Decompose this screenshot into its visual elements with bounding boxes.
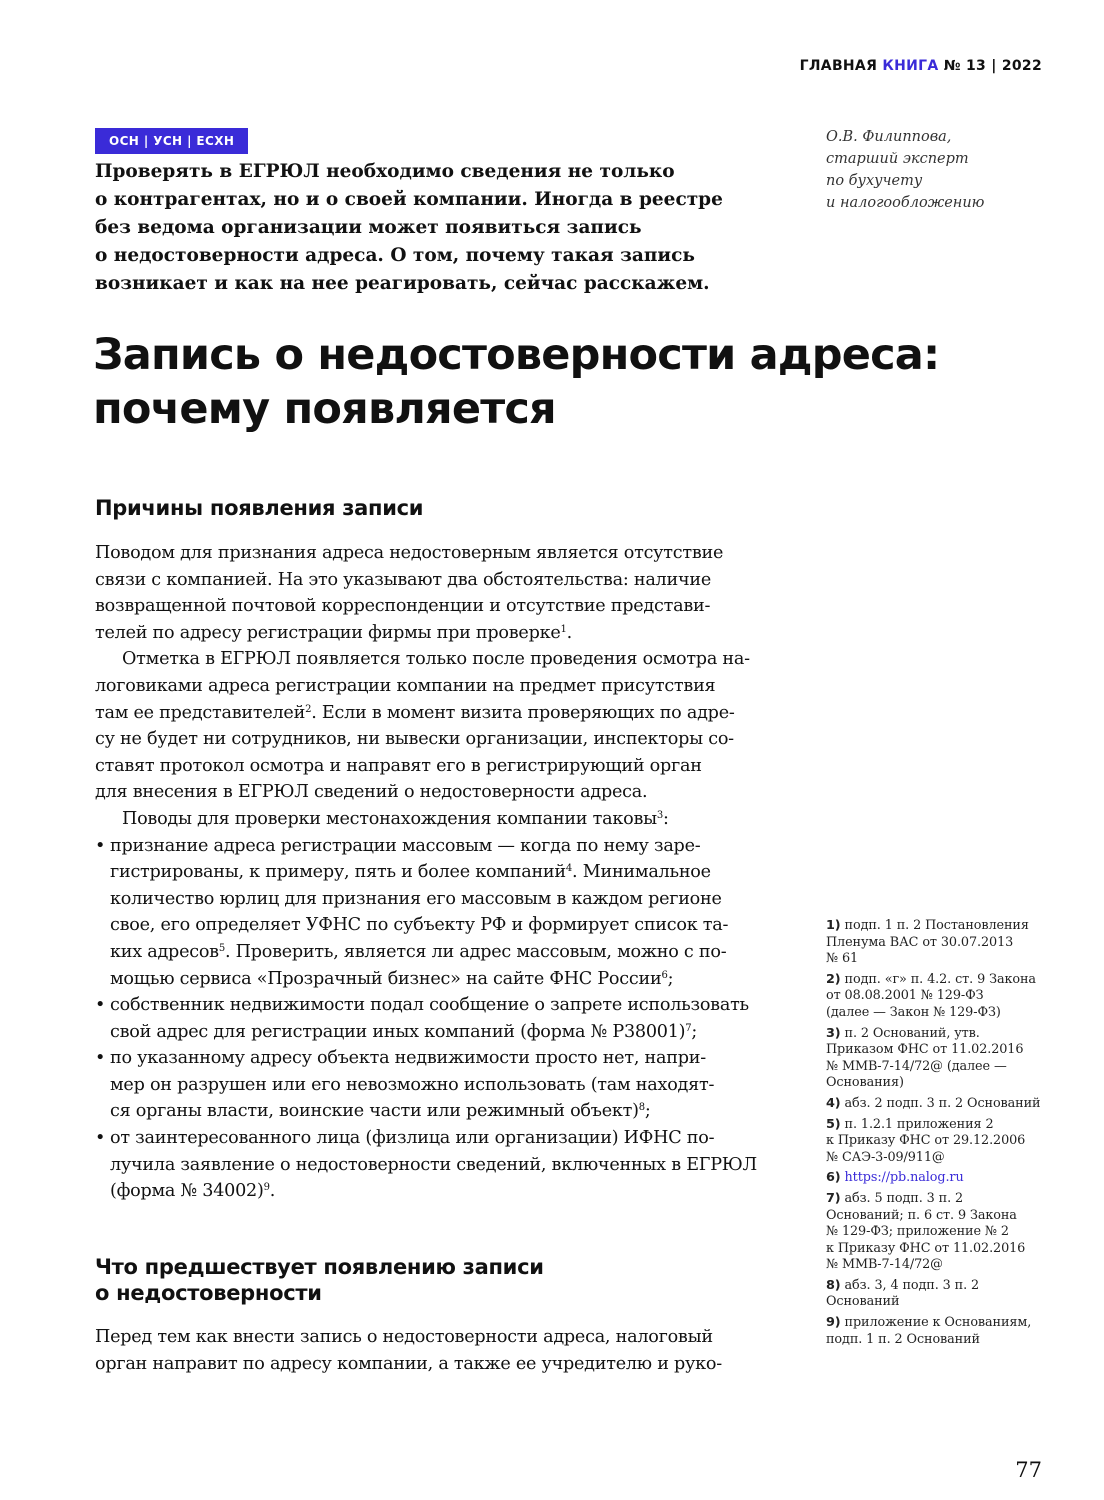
body-text: ; — [644, 1101, 651, 1122]
section-preceding-body — [95, 1324, 785, 1377]
bullet-marker: • — [95, 1048, 106, 1069]
body-line: логовиками адреса регистрации компании на предмет присутствия — [95, 675, 716, 696]
body-text: . — [269, 1181, 276, 1202]
issue-number: № 13 | 2022 — [943, 58, 1042, 74]
author-line: старший эксперт — [826, 151, 969, 167]
body-line: Отметка в ЕГРЮЛ появляется только после проведения осмотра на- — [122, 649, 750, 670]
footnote-text: п. 2 Оснований, утв. — [844, 1025, 980, 1041]
footnote-text: Оснований — [826, 1294, 900, 1310]
footnote-number: 4) — [826, 1095, 841, 1111]
footnote-text: Пленума ВАС от 30.07.2013 — [826, 934, 1014, 950]
author-block — [826, 126, 1056, 214]
body-text: . Если в момент визита проверяющих по адре- — [311, 702, 735, 723]
article-title — [93, 328, 1073, 436]
body-line: су не будет ни сотрудников, ни вывески организации, инспекторы со- — [95, 729, 734, 750]
body-line — [95, 620, 785, 647]
footnote-ref: 7 — [685, 1022, 692, 1034]
footnote-text: к Приказу ФНС от 29.12.2006 — [826, 1133, 1026, 1149]
footnote-text: № 129-ФЗ; приложение № 2 — [826, 1224, 1009, 1240]
body-text: ких адресов — [110, 941, 219, 962]
footnote-text: Приказом ФНС от 11.02.2016 — [826, 1042, 1024, 1058]
body-line: по указанному адресу объекта недвижимости просто нет, напри- — [110, 1048, 706, 1069]
footnote-text: № ММВ-7-14/72@ — [826, 1257, 943, 1273]
body-line — [110, 859, 785, 886]
footnote-item — [826, 1117, 1066, 1167]
footnote-number: 2) — [826, 971, 841, 987]
footnote-text: подп. 1 п. 2 Оснований — [826, 1331, 980, 1347]
brand-main: ГЛАВНАЯ — [799, 58, 878, 74]
section-heading-reasons — [95, 495, 795, 521]
footnote-item — [826, 1191, 1066, 1274]
footnote-ref: 2 — [305, 703, 312, 715]
footnote-text: Оснований; п. 6 ст. 9 Закона — [826, 1207, 1017, 1223]
footnote-item — [826, 1278, 1066, 1311]
footnote-text: (далее — Закон № 129-ФЗ) — [826, 1004, 1001, 1020]
body-line: Поводом для признания адреса недостоверным является отсутствие — [95, 543, 724, 563]
body-text: там ее представителей — [95, 702, 306, 723]
bullet-marker: • — [95, 1128, 106, 1149]
footnote-text: № 61 — [826, 951, 859, 967]
list-item — [95, 833, 785, 993]
body-text: . — [566, 622, 572, 643]
bullet-marker: • — [95, 995, 106, 1016]
footnote-text: Основания) — [826, 1075, 904, 1091]
footnote-ref: 4 — [565, 863, 573, 875]
footnote-number: 6) — [826, 1170, 841, 1186]
body-line — [95, 700, 785, 727]
lead-paragraph — [95, 158, 795, 298]
body-text: Поводы для проверки местонахождения компании таковы — [122, 808, 657, 829]
author-line: и налогообложению — [826, 195, 985, 211]
footnote-number: 9) — [826, 1315, 841, 1331]
footnote-item — [826, 1026, 1066, 1092]
footnote-item — [826, 1096, 1066, 1113]
body-line: Перед тем как внести запись о недостоверности адреса, налоговый — [95, 1327, 713, 1347]
body-text: . Проверить, является ли адрес массовым, можно с по- — [224, 941, 727, 962]
body-line — [110, 939, 785, 966]
footnote-number: 8) — [826, 1277, 841, 1293]
footnote-text: абз. 3, 4 подп. 3 п. 2 — [844, 1277, 980, 1293]
body-line: ставят протокол осмотра и направят его в регистрирующий орган — [95, 755, 702, 776]
lead-line: о контрагентах, но и о своей компании. Иногда в реестре — [95, 189, 723, 210]
body-text: свой адрес для регистрации иных компаний (форма № Р38001) — [110, 1021, 686, 1042]
lead-line: без ведома организации может появиться запись — [95, 217, 642, 238]
body-line — [110, 1098, 785, 1125]
list-item — [95, 1045, 785, 1125]
footnote-text: приложение к Основаниям, — [844, 1315, 1032, 1331]
footnote-text: к Приказу ФНС от 11.02.2016 — [826, 1240, 1026, 1256]
footnote-text: абз. 2 подп. 3 п. 2 Оснований — [844, 1095, 1041, 1111]
body-line — [95, 806, 785, 833]
body-line: связи с компанией. На это указывают два обстоятельства: наличие — [95, 569, 711, 590]
footnote-item — [826, 1170, 1066, 1187]
body-text: гистрированы, к примеру, пять и более компаний — [110, 862, 566, 883]
body-text: телей по адресу регистрации фирмы при проверке — [95, 622, 561, 643]
body-line: для внесения в ЕГРЮЛ сведений о недостоверности адреса. — [95, 782, 648, 803]
body-line — [110, 966, 785, 993]
page-number: 77 — [1015, 1458, 1042, 1482]
footnote-text: № САЭ-3-09/911@ — [826, 1149, 945, 1165]
footnote-text: подп. «г» п. 4.2. ст. 9 Закона — [844, 971, 1036, 987]
body-text: ; — [667, 968, 674, 989]
body-text: ; — [691, 1021, 698, 1042]
body-text: ся органы власти, воинские части или режимный объект) — [110, 1101, 639, 1122]
body-line: собственник недвижимости подал сообщение о запрете использовать — [110, 995, 749, 1016]
magazine-header — [800, 58, 1042, 74]
footnote-number: 7) — [826, 1190, 841, 1206]
body-line — [110, 1019, 785, 1046]
body-line: мер он разрушен или его невозможно использовать (там находят- — [110, 1074, 715, 1095]
lead-line: Проверять в ЕГРЮЛ необходимо сведения не только — [95, 161, 675, 182]
footnote-item — [826, 1315, 1066, 1348]
lead-line: о недостоверности адреса. О том, почему такая запись — [95, 245, 695, 266]
footnote-number: 5) — [826, 1116, 841, 1132]
bullet-marker: • — [95, 835, 106, 856]
list-item — [95, 1125, 785, 1205]
body-line: количество юрлиц для признания его массовым в каждом регионе — [110, 888, 722, 909]
section-reasons-body — [95, 540, 785, 1205]
body-text: мощью сервиса «Прозрачный бизнес» на сайте ФНС России — [110, 968, 662, 989]
footnote-text: № ММВ-7-14/72@ (далее — — [826, 1058, 1007, 1074]
body-line: свое, его определяет УФНС по субъекту РФ и формирует список та- — [110, 915, 729, 936]
footnote-item — [826, 918, 1066, 968]
title-line: Запись о недостоверности адреса: — [93, 330, 940, 380]
footnote-item — [826, 972, 1066, 1022]
footnote-text: от 08.08.2001 № 129-ФЗ — [826, 988, 984, 1004]
body-text: . Минимальное — [572, 862, 711, 883]
footnote-ref: 9 — [263, 1182, 270, 1194]
section-heading-text: Причины появления записи — [95, 496, 424, 520]
section-heading-preceding — [95, 1254, 795, 1306]
body-text: (форма № 34002) — [110, 1181, 264, 1202]
author-line: О.В. Филиппова, — [826, 129, 952, 145]
footnote-text: абз. 5 подп. 3 п. 2 — [844, 1190, 964, 1206]
footnote-ref: 6 — [661, 969, 668, 981]
footnote-link[interactable]: https://pb.nalog.ru — [844, 1170, 964, 1186]
body-text: : — [662, 808, 669, 829]
footnote-text: подп. 1 п. 2 Постановления — [844, 918, 1029, 933]
tax-regime-tag: ОСН | УСН | ЕСХН — [95, 128, 248, 154]
footnote-ref: 8 — [638, 1102, 645, 1114]
list-item — [95, 992, 785, 1045]
section-heading-text: о недостоверности — [95, 1281, 322, 1305]
body-line: лучила заявление о недостоверности сведений, включенных в ЕГРЮЛ — [110, 1154, 757, 1175]
author-line: по бухучету — [826, 173, 923, 189]
footnote-text: п. 1.2.1 приложения 2 — [844, 1116, 994, 1132]
body-line: возвращенной почтовой корреспонденции и отсутствие представи- — [95, 596, 711, 617]
body-line: от заинтересованного лица (физлица или организации) ИФНС по- — [110, 1128, 715, 1149]
lead-line: возникает и как на нее реагировать, сейчас расскажем. — [95, 273, 710, 294]
section-heading-text: Что предшествует появлению записи — [95, 1255, 544, 1279]
footnote-number: 1) — [826, 918, 841, 933]
footnote-ref: 5 — [218, 942, 225, 954]
body-line: орган направит по адресу компании, а также ее учредителю и руко- — [95, 1353, 722, 1374]
brand-accent: КНИГА — [882, 58, 939, 74]
footnote-number: 3) — [826, 1025, 841, 1041]
body-line — [110, 1178, 785, 1205]
body-line: признание адреса регистрации массовым — когда по нему заре- — [110, 835, 701, 856]
footnote-ref: 1 — [560, 623, 567, 635]
footnote-ref: 3 — [656, 809, 663, 821]
title-line: почему появляется — [93, 384, 556, 434]
footnotes — [826, 918, 1066, 1352]
